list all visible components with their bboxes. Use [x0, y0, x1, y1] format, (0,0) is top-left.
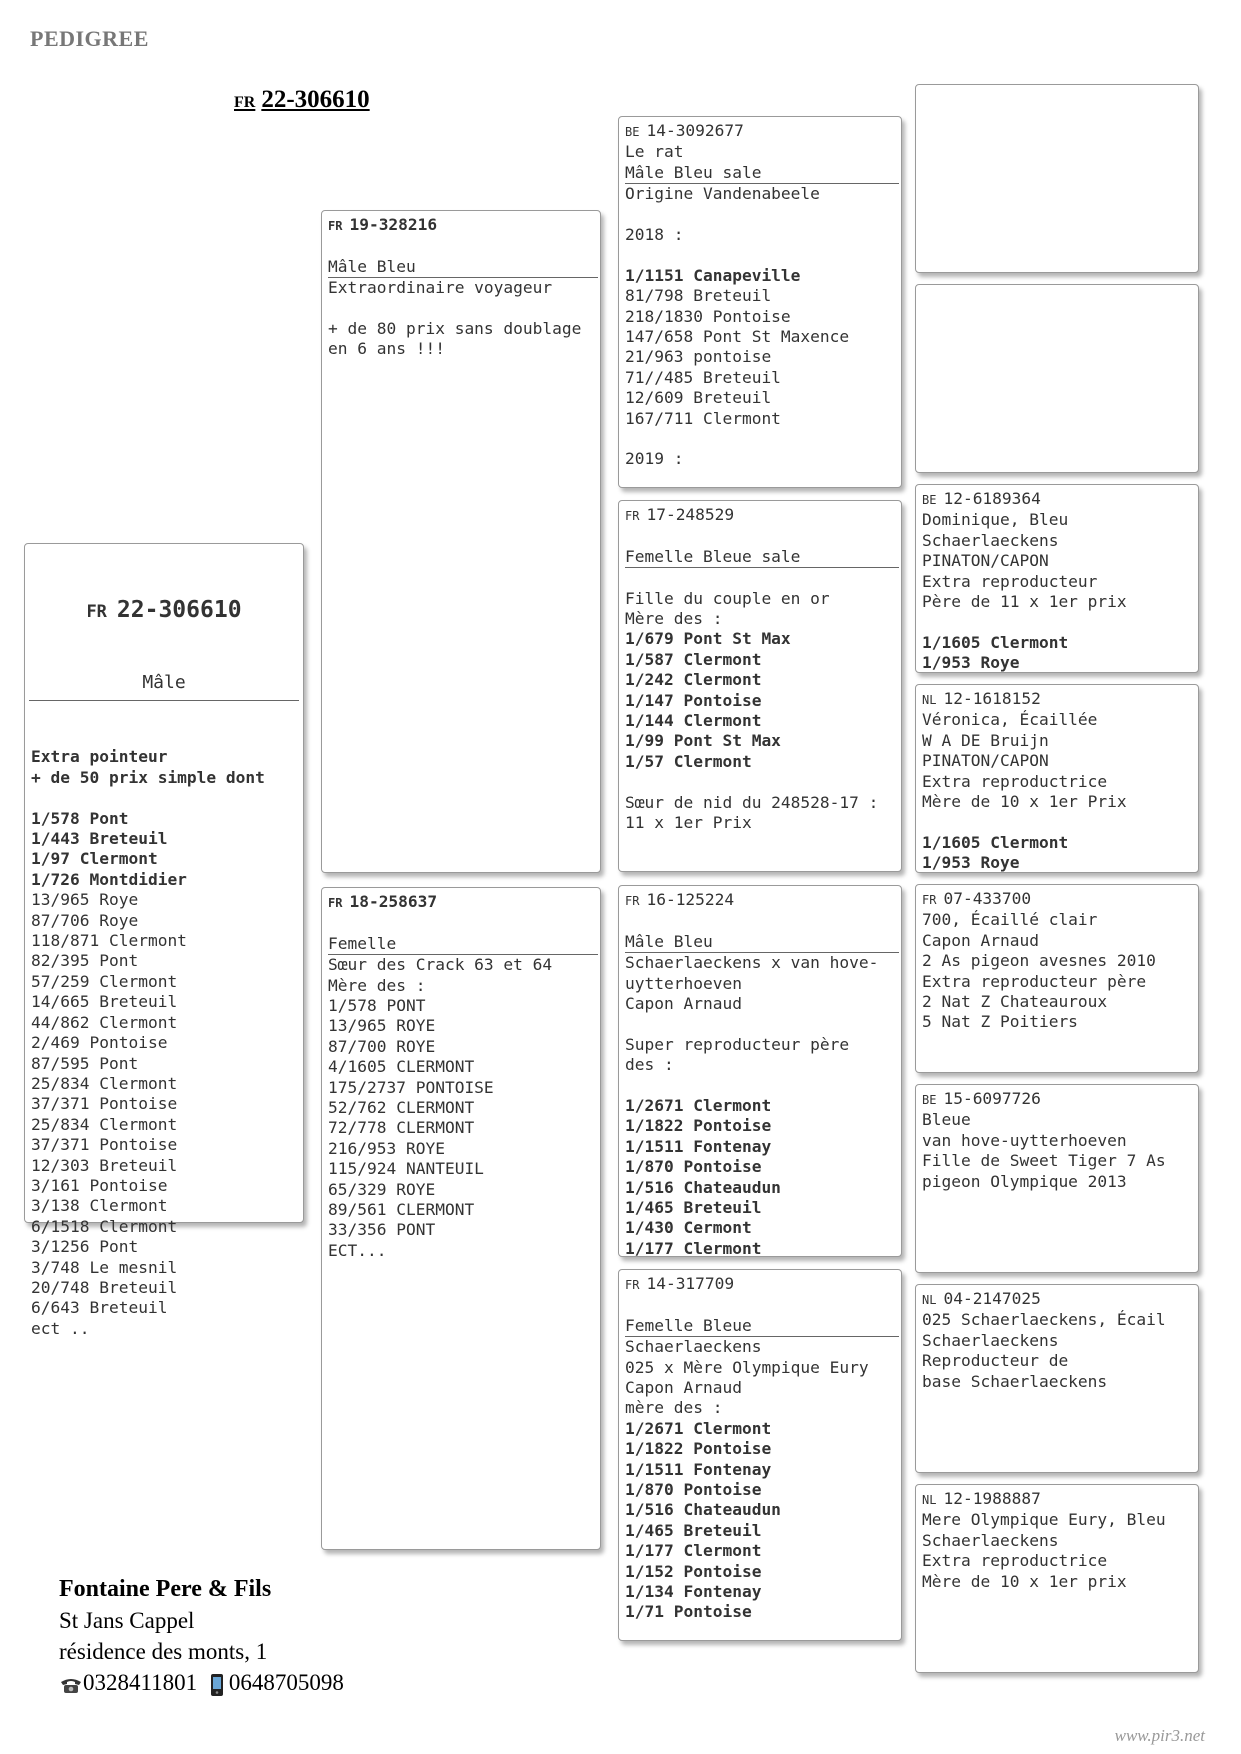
pedigree-line: 115/924 NANTEUIL: [328, 1159, 484, 1179]
pedigree-line: [328, 913, 594, 933]
pedigree-line: 1/1511 Fontenay: [625, 1459, 772, 1479]
pedigree-line: Super reproducteur père: [625, 1034, 850, 1054]
landline-phone-icon: [59, 1676, 83, 1694]
breeder-info: [59, 1574, 344, 1698]
breeder-name: Fontaine Pere & Fils: [59, 1576, 272, 1602]
pedigree-line: Véronica, Écaillée: [922, 710, 1098, 730]
pedigree-line: 1/97 Clermont: [31, 849, 158, 869]
main-sex: Mâle: [29, 670, 299, 701]
pedigree-line: Sœur des Crack 63 et 64: [328, 955, 553, 975]
pedigree-line: [625, 526, 895, 546]
pedigree-line: 20/748 Breteuil: [31, 1277, 178, 1297]
pedigree-line: 118/871 Clermont: [31, 931, 187, 951]
main-ring-number: [31, 593, 297, 629]
pedigree-line: ect ..: [31, 1318, 90, 1338]
pedigree-line: 87/700 ROYE: [328, 1036, 436, 1056]
pedigree-line: 13/965 ROYE: [328, 1016, 436, 1036]
card-ds-dam: [915, 1084, 1199, 1273]
pedigree-line: 3/1256 Pont: [31, 1237, 139, 1257]
pedigree-line: 1/152 Pontoise: [625, 1561, 762, 1581]
pedigree-line: [625, 1076, 895, 1096]
pedigree-line: Mâle Bleu: [625, 932, 899, 953]
pedigree-line: 6/1518 Clermont: [31, 1216, 178, 1236]
ring-number: [625, 890, 895, 911]
pedigree-line: 1/578 Pont: [31, 808, 129, 828]
pedigree-line: Père de 11 x 1er prix: [922, 592, 1127, 612]
pedigree-line: Fille de Sweet Tiger 7 As: [922, 1151, 1166, 1171]
pedigree-line: Mère de 10 x 1er Prix: [922, 792, 1127, 812]
pedigree-line: Extra reproducteur: [922, 571, 1098, 591]
pedigree-line: 37/371 Pontoise: [31, 1094, 178, 1114]
ring-number-value: 15-6097726: [943, 1089, 1041, 1108]
pedigree-line: Origine Vandenabeele: [625, 184, 820, 204]
card-dam-sire: [618, 885, 902, 1257]
pedigree-line: 1/443 Breteuil: [31, 829, 168, 849]
pedigree-line: Mère des :: [625, 609, 723, 628]
pedigree-line: 81/798 Breteuil: [625, 286, 772, 306]
ring-number-value: 14-317709: [646, 1274, 735, 1293]
ring-number: [625, 121, 895, 142]
pedigree-line: + de 50 prix simple dont: [31, 767, 265, 787]
pedigree-line: Mâle Bleu: [328, 257, 598, 278]
pedigree-line: Extra reproductrice: [922, 1551, 1108, 1571]
main-ring-country: FR: [86, 601, 107, 622]
ring-number-value: 07-433700: [943, 889, 1032, 908]
pedigree-line: 6/643 Breteuil: [31, 1298, 168, 1318]
pedigree-line: Femelle: [328, 934, 598, 955]
pedigree-line: Schaerlaeckens: [922, 1530, 1059, 1550]
main-lines: [31, 747, 297, 1339]
ring-country: FR: [328, 896, 343, 910]
card-dd-sire: [915, 1284, 1199, 1473]
card-sd-dam: [915, 684, 1199, 873]
pedigree-line: 218/1830 Pontoise: [625, 306, 791, 326]
pedigree-line: 1/726 Montdidier: [31, 869, 187, 889]
ring-country: NL: [922, 693, 937, 707]
ring-number: [328, 215, 594, 236]
breeder-address: résidence des monts, 1: [59, 1639, 268, 1664]
ring-country: NL: [922, 1293, 937, 1307]
card-sire-sire: [618, 116, 902, 488]
pedigree-line: Extraordinaire voyageur: [328, 278, 553, 298]
pedigree-line: Mère des :: [328, 975, 426, 995]
pedigree-line: 1/147 Pontoise: [625, 690, 762, 710]
pedigree-line: Mère de 10 x 1er prix: [922, 1571, 1127, 1591]
pedigree-line: 025 x Mère Olympique Eury: [625, 1357, 869, 1377]
pedigree-line: 25/834 Clermont: [31, 1073, 178, 1093]
card-sire: [321, 210, 601, 873]
top-ring-number-value: 22-306610: [261, 86, 370, 113]
pedigree-line: 33/356 PONT: [328, 1220, 436, 1240]
pedigree-line: PINATON/CAPON: [922, 551, 1049, 571]
pedigree-line: 2 Nat Z Chateauroux: [922, 992, 1108, 1012]
pedigree-line: 025 Schaerlaeckens, Écail: [922, 1310, 1166, 1330]
pedigree-line: 1/144 Clermont: [625, 711, 762, 731]
pedigree-line: Capon Arnaud: [625, 1378, 742, 1398]
ring-number-value: 19-328216: [349, 215, 438, 234]
pedigree-line: 700, Écaillé clair: [922, 910, 1098, 930]
pedigree-line: 1/465 Breteuil: [625, 1520, 762, 1540]
card-ss-sire: [915, 84, 1199, 273]
pedigree-line: Extra pointeur: [31, 747, 168, 767]
pedigree-line: Dominique, Bleu: [922, 510, 1069, 530]
pedigree-line: Fille du couple en or: [625, 588, 830, 608]
pedigree-line: W A DE Bruijn: [922, 730, 1049, 750]
pedigree-line: 1/679 Pont St Max: [625, 629, 791, 649]
card-ds-sire: [915, 884, 1199, 1073]
card-ss-dam: [915, 284, 1199, 473]
pedigree-line: Extra reproducteur père: [922, 971, 1147, 991]
pedigree-line: [625, 245, 895, 265]
ring-number: [922, 1489, 1192, 1510]
pedigree-line: [922, 812, 1192, 832]
pedigree-line: 1/870 Pontoise: [625, 1157, 762, 1177]
pedigree-line: 87/595 Pont: [31, 1053, 139, 1073]
pedigree-line: 1/953 Roye: [922, 853, 1020, 873]
pedigree-line: 1/1822 Pontoise: [625, 1116, 772, 1136]
pedigree-line: [922, 612, 1192, 632]
ring-number-value: 18-258637: [349, 892, 438, 911]
ring-number: [922, 1289, 1192, 1310]
pedigree-line: base Schaerlaeckens: [922, 1371, 1108, 1391]
pedigree-line: 3/161 Pontoise: [31, 1175, 168, 1195]
pedigree-line: 11 x 1er Prix: [625, 813, 752, 833]
pedigree-line: [625, 205, 895, 225]
pedigree-line: Capon Arnaud: [922, 930, 1039, 950]
pedigree-line: Schaerlaeckens: [625, 1337, 762, 1357]
ring-country: BE: [922, 493, 937, 507]
ring-number-value: 12-1618152: [943, 689, 1041, 708]
pedigree-line: 1/465 Breteuil: [625, 1198, 762, 1218]
pedigree-line: 72/778 CLERMONT: [328, 1118, 475, 1138]
landline-number: 0328411801: [83, 1670, 198, 1695]
pedigree-line: Schaerlaeckens: [922, 530, 1059, 550]
pedigree-line: [625, 911, 895, 931]
ring-country: FR: [625, 894, 640, 908]
ring-number-value: 12-6189364: [943, 489, 1041, 508]
pedigree-line: 1/587 Clermont: [625, 649, 762, 669]
pedigree-line: PINATON/CAPON: [922, 751, 1049, 771]
pedigree-line: [625, 1014, 895, 1034]
main-ring-value: 22-306610: [116, 596, 242, 623]
pedigree-line: 13/965 Roye: [31, 890, 139, 910]
pedigree-line: 1/953 Roye: [922, 653, 1020, 673]
pedigree-line: Femelle Bleue sale: [625, 547, 899, 568]
pedigree-line: 87/706 Roye: [31, 910, 139, 930]
mobile-phone-icon: [209, 1673, 225, 1697]
pedigree-line: 1/1605 Clermont: [922, 632, 1069, 652]
pedigree-line: 1/1511 Fontenay: [625, 1136, 772, 1156]
pedigree-line: [625, 772, 895, 792]
pedigree-line: Schaerlaeckens x van hove-: [625, 953, 879, 973]
pedigree-line: Extra reproductrice: [922, 771, 1108, 791]
ring-country: FR: [625, 509, 640, 523]
card-sire-dam: [618, 500, 902, 872]
pedigree-line: mère des :: [625, 1398, 723, 1418]
pedigree-line: 1/71 Pontoise: [625, 1602, 752, 1622]
pedigree-line: 167/711 Clermont: [625, 408, 781, 428]
pedigree-line: Femelle Bleue: [625, 1316, 899, 1337]
pedigree-line: Sœur de nid du 248528-17 :: [625, 792, 879, 812]
pedigree-line: Mere Olympique Eury, Bleu: [922, 1510, 1166, 1530]
pedigree-line: uytterhoeven: [625, 973, 742, 993]
pedigree-line: 12/303 Breteuil: [31, 1155, 178, 1175]
ring-number: [922, 689, 1192, 710]
pedigree-line: 2018 :: [625, 225, 684, 245]
pedigree-line: 1/99 Pont St Max: [625, 731, 781, 751]
pedigree-line: 1/2671 Clermont: [625, 1096, 772, 1116]
pedigree-line: 1/1151 Canapeville: [625, 265, 801, 285]
ring-number: [328, 892, 594, 913]
pedigree-line: ECT...: [328, 1240, 387, 1260]
pedigree-line: Schaerlaeckens: [922, 1330, 1059, 1350]
pedigree-line: 44/862 Clermont: [31, 1012, 178, 1032]
pedigree-line: Le rat: [625, 142, 684, 162]
pedigree-line: [328, 299, 594, 319]
pedigree-line: [625, 568, 895, 588]
pedigree-line: 1/1605 Clermont: [922, 832, 1069, 852]
mobile-number: 0648705098: [228, 1670, 344, 1695]
pedigree-line: + de 80 prix sans doublage: [328, 319, 582, 338]
card-dam-dam: [618, 1269, 902, 1641]
ring-number: [625, 505, 895, 526]
ring-number-value: 12-1988887: [943, 1489, 1041, 1508]
card-main: [24, 543, 304, 1338]
breeder-phones: [59, 1667, 344, 1698]
pedigree-line: des :: [625, 1055, 674, 1075]
pedigree-line: 147/658 Pont St Maxence: [625, 327, 850, 347]
ring-number: [922, 489, 1192, 510]
pedigree-line: 1/430 Cermont: [625, 1218, 752, 1238]
pedigree-line: Reproducteur de: [922, 1351, 1069, 1371]
pedigree-line: 89/561 CLERMONT: [328, 1200, 475, 1220]
pedigree-line: 175/2737 PONTOISE: [328, 1077, 494, 1097]
pedigree-line: 3/138 Clermont: [31, 1196, 168, 1216]
pedigree-line: 37/371 Pontoise: [31, 1135, 178, 1155]
pedigree-line: 3/748 Le mesnil: [31, 1257, 178, 1277]
pedigree-line: [625, 429, 895, 449]
ring-country: FR: [625, 1278, 640, 1292]
ring-country: FR: [328, 219, 343, 233]
ring-country: NL: [922, 1493, 937, 1507]
pedigree-line: [31, 788, 297, 808]
pedigree-line: Capon Arnaud: [625, 994, 742, 1014]
card-sd-sire: [915, 484, 1199, 673]
pedigree-line: 57/259 Clermont: [31, 971, 178, 991]
ring-number-value: 04-2147025: [943, 1289, 1041, 1308]
top-ring-number: [234, 86, 370, 114]
pedigree-line: 1/177 Clermont: [625, 1238, 762, 1258]
pedigree-line: Bleue: [922, 1110, 971, 1130]
pedigree-line: 21/963 pontoise: [625, 347, 772, 367]
pedigree-line: 1/870 Pontoise: [625, 1480, 762, 1500]
pedigree-line: 65/329 ROYE: [328, 1179, 436, 1199]
pedigree-line: 71//485 Breteuil: [625, 367, 781, 387]
pedigree-line: en 6 ans !!!: [328, 339, 445, 359]
page-title: PEDIGREE: [30, 26, 149, 51]
pedigree-line: 4/1605 CLERMONT: [328, 1057, 475, 1077]
pedigree-line: Mâle Bleu sale: [625, 163, 899, 184]
ring-country: BE: [922, 1093, 937, 1107]
pedigree-line: 1/578 PONT: [328, 996, 426, 1016]
card-dd-dam: [915, 1484, 1199, 1673]
pedigree-line: 52/762 CLERMONT: [328, 1098, 475, 1118]
ring-number-value: 14-3092677: [646, 121, 744, 140]
top-ring-country: FR: [234, 94, 256, 111]
ring-number: [625, 1274, 895, 1295]
pedigree-line: 216/953 ROYE: [328, 1138, 445, 1158]
pedigree-line: 2/469 Pontoise: [31, 1033, 168, 1053]
ring-country: BE: [625, 125, 640, 139]
pedigree-line: 2019 :: [625, 449, 684, 469]
pedigree-line: [328, 236, 594, 256]
ring-number: [922, 1089, 1192, 1110]
pedigree-line: 1/177 Clermont: [625, 1541, 762, 1561]
watermark: www.pir3.net: [1114, 1726, 1205, 1745]
pedigree-line: 1/516 Chateaudun: [625, 1177, 781, 1197]
pedigree-line: 5 Nat Z Poitiers: [922, 1012, 1078, 1032]
ring-number-value: 17-248529: [646, 505, 735, 524]
pedigree-line: 1/516 Chateaudun: [625, 1500, 781, 1520]
pedigree-line: 2 As pigeon avesnes 2010: [922, 951, 1156, 971]
pedigree-line: 25/834 Clermont: [31, 1114, 178, 1134]
pedigree-line: 14/665 Breteuil: [31, 992, 178, 1012]
pedigree-line: pigeon Olympique 2013: [922, 1171, 1127, 1191]
pedigree-line: 1/134 Fontenay: [625, 1582, 762, 1602]
pedigree-line: [625, 1295, 895, 1315]
pedigree-line: van hove-uytterhoeven: [922, 1130, 1127, 1150]
pedigree-line: 12/609 Breteuil: [625, 388, 772, 408]
pedigree-line: 1/1822 Pontoise: [625, 1439, 772, 1459]
pedigree-line: 1/57 Clermont: [625, 751, 752, 771]
pedigree-line: 1/2671 Clermont: [625, 1418, 772, 1438]
pedigree-line: 82/395 Pont: [31, 951, 139, 971]
ring-number: [922, 889, 1192, 910]
ring-country: FR: [922, 893, 937, 907]
card-dam: [321, 887, 601, 1550]
breeder-city: St Jans Cappel: [59, 1608, 195, 1633]
ring-number-value: 16-125224: [646, 890, 735, 909]
pedigree-line: 1/242 Clermont: [625, 670, 762, 690]
